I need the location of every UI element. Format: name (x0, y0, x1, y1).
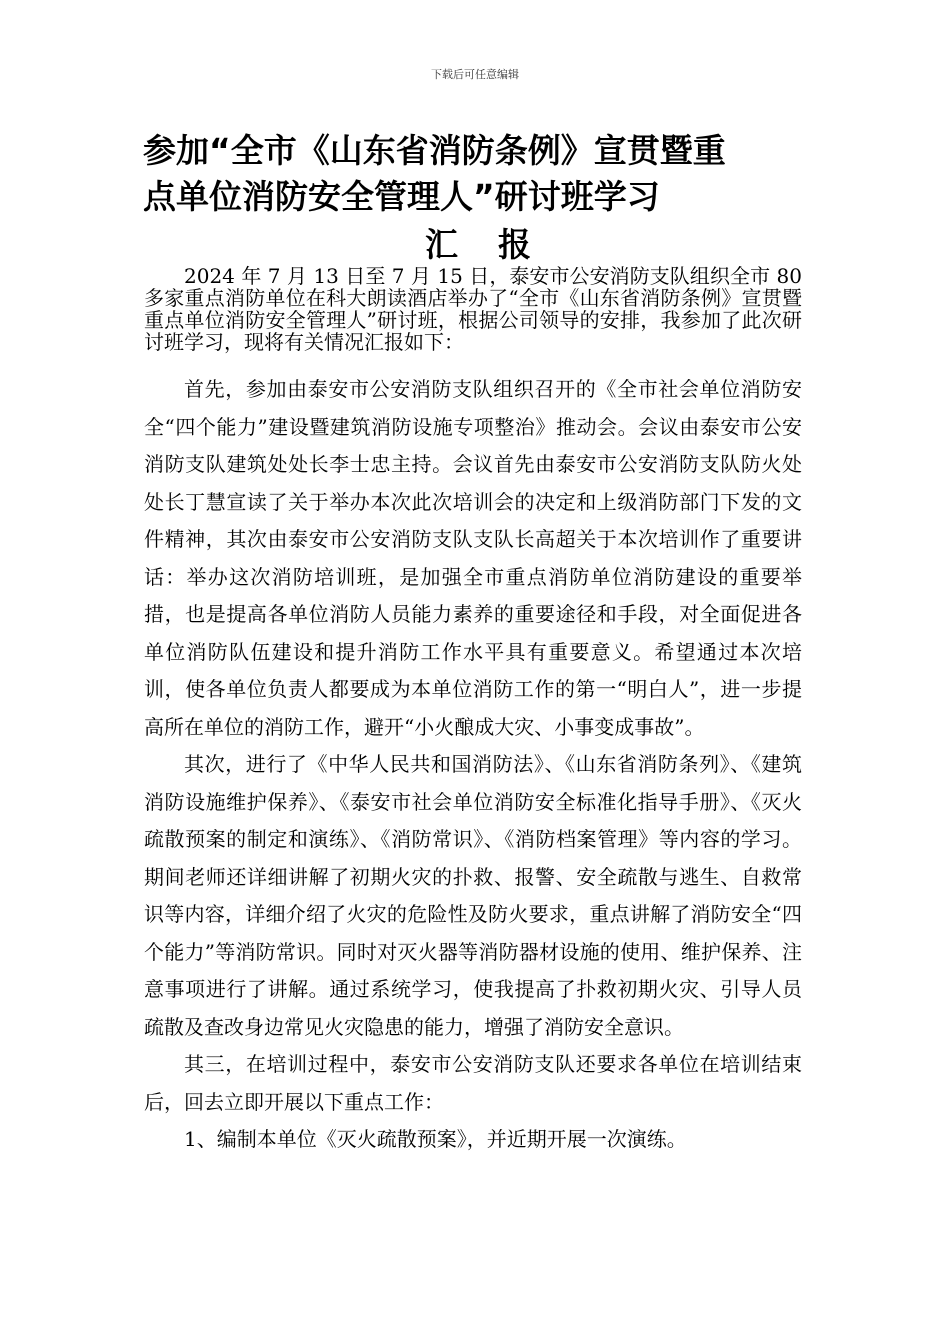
title-line-1: 参加“全市《山东省消防条例》宣贯暨重 (143, 131, 726, 170)
title-line-2: 点单位消防安全管理人”研讨班学习 (143, 177, 660, 216)
title-line-3: 汇报 (425, 225, 571, 264)
intro-section (144, 265, 802, 353)
document-title (143, 128, 823, 268)
paragraph-second: 其次，进行了《中华人民共和国消防法》、《山东省消防条列》、《建筑消防设施维护保养》、《泰安市社会单位消防安全标准化指导手册》、《灭火疏散预案的制定和演练》、《消防常识》、《消防档案管理》等内容的学习。期间老师还详细讲解了初期火灾的扑救、报警、安全疏散与逃生、自救常识等内容，详细介绍了火灾的危险性及防火要求，重点讲解了消防安全“四个能力”等消防常识。同时对灭火器等消防器材设施的使用、维护保养、注意事项进行了讲解。通过系统学习，使我提高了扑救初期火灾、引导人员疏散及查改身边常见火灾隐患的能力，增强了消防安全意识。 (144, 752, 802, 1039)
paragraph-intro: 2024 年 7 月 13 日至 7 月 15 日，泰安市公安消防支队组织全市 80 多家重点消防单位在科大朗读酒店举办了“全市《山东省消防条例》宣贯暨重点单位消防安全管理人”研讨班，根据公司领导的安排，我参加了此次研讨班学习，现将有关情况汇报如下： (144, 264, 802, 354)
header-note: 下载后可任意编辑 (431, 68, 519, 81)
paragraph-first: 首先，参加由泰安市公安消防支队组织召开的《全市社会单位消防安全“四个能力”建设暨建筑消防设施专项整治》推动会。会议由泰安市公安消防支队建筑处处长李士忠主持。会议首先由泰安市公安消防支队防火处处长丁慧宣读了关于举办本次此次培训会的决定和上级消防部门下发的文件精神，其次由泰安市公安消防支队支队长高超关于本次培训作了重要讲话：举办这次消防培训班，是加强全市重点消防单位消防建设的重要举措，也是提高各单位消防人员能力素养的重要途径和手段，对全面促进各单位消防队伍建设和提升消防工作水平具有重要意义。希望通过本次培训，使各单位负责人都要成为本单位消防工作的第一“明白人”，进一步提高所在单位的消防工作，避开“小火酿成大灾、小事变成事故”。 (144, 377, 802, 739)
body-section (144, 371, 802, 1159)
paragraph-third: 其三，在培训过程中，泰安市公安消防支队还要求各单位在培训结束后，回去立即开展以下重点工作： (144, 1052, 802, 1114)
paragraph-item-1: 1、编制本单位《灭火疏散预案》，并近期开展一次演练。 (184, 1127, 687, 1151)
